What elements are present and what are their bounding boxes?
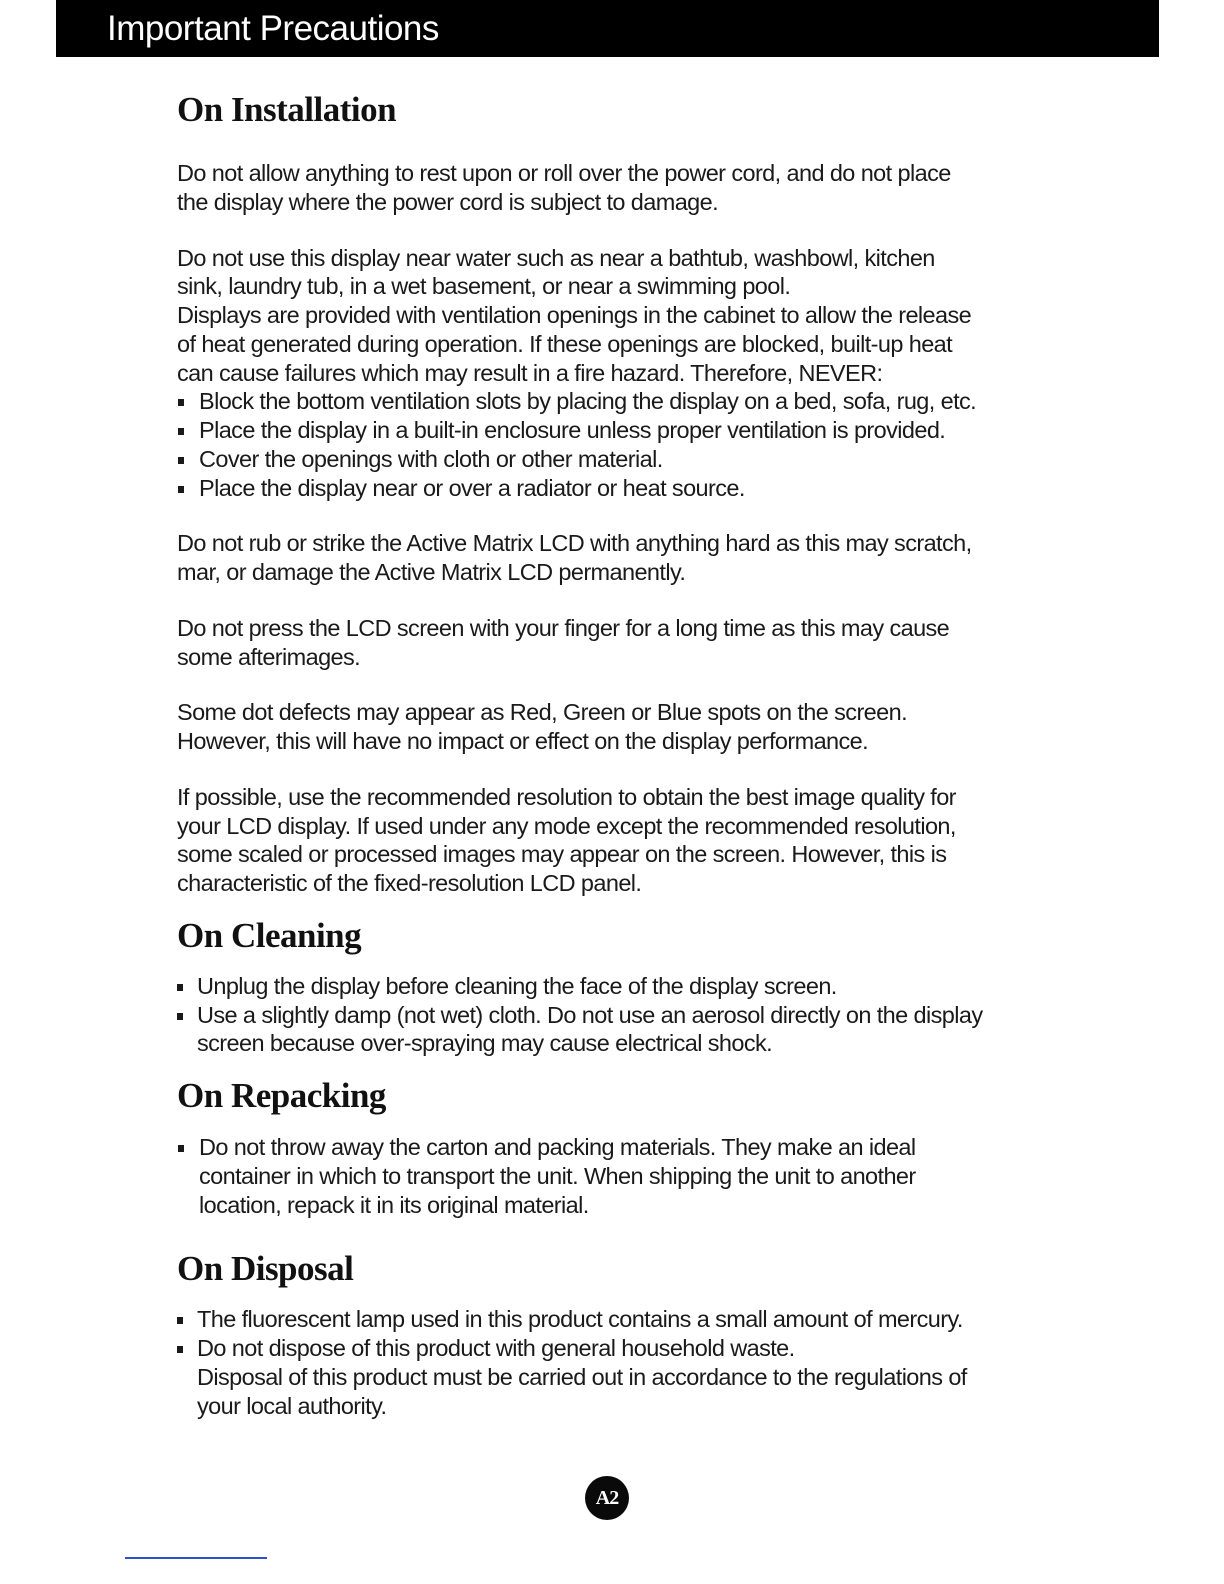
list-item-text: Place the display in a built-in enclosure unless proper ventilation is provided. bbox=[199, 417, 946, 443]
installation-paragraph-4: Do not press the LCD screen with your finger for a long time as this may cause some afterimages. bbox=[177, 614, 950, 670]
repacking-list bbox=[177, 1133, 1047, 1219]
installation-heading: On Installation bbox=[177, 90, 397, 129]
bullet-marker bbox=[177, 1013, 183, 1020]
page-content bbox=[177, 88, 1047, 1420]
list-item bbox=[177, 445, 1047, 474]
cleaning-list bbox=[177, 972, 1047, 1058]
bullet-marker bbox=[178, 399, 184, 406]
list-item bbox=[177, 1305, 1047, 1334]
list-item-text: Do not dispose of this product with general household waste. Disposal of this product must be carried out in accordance to the regulations of your local authority. bbox=[197, 1335, 967, 1419]
bullet-marker bbox=[178, 457, 184, 464]
cleaning-heading: On Cleaning bbox=[177, 915, 362, 955]
installation-paragraph-2: Do not use this display near water such as near a bathtub, washbowl, kitchen sink, laundry tub, in a wet basement, or near a swimming pool. Displays are provided with ventilation openings in the cabinet to allow the release of heat generated during operation. If these openings are blocked, built-up heat can cause failures which may result in a fire hazard. Therefore, NEVER: bbox=[177, 244, 972, 386]
list-item bbox=[177, 1133, 1047, 1219]
list-item bbox=[177, 1334, 1047, 1420]
bullet-marker bbox=[177, 1317, 183, 1324]
header-bar bbox=[56, 0, 1159, 57]
installation-paragraph-3: Do not rub or strike the Active Matrix LCD with anything hard as this may scratch, mar, or damage the Active Matrix LCD permanently. bbox=[177, 530, 972, 585]
bullet-marker bbox=[177, 984, 183, 991]
bullet-marker bbox=[177, 1346, 183, 1353]
disposal-heading: On Disposal bbox=[177, 1249, 354, 1289]
list-item bbox=[177, 416, 1047, 445]
page-number-badge: A2 bbox=[585, 1476, 629, 1520]
list-item bbox=[177, 1001, 1047, 1059]
list-item bbox=[177, 387, 1047, 416]
footer-divider bbox=[125, 1557, 267, 1559]
bullet-marker bbox=[178, 1145, 184, 1152]
installation-never-list bbox=[177, 387, 1047, 502]
installation-paragraph-6: If possible, use the recommended resolution to obtain the best image quality for your LCD display. If used under any mode except the recommended resolution, some scaled or processed images may appear on the screen. However, this is characteristic of the fixed-resolution LCD panel. bbox=[177, 783, 956, 896]
bullet-marker bbox=[178, 486, 184, 493]
list-item-text: Cover the openings with cloth or other material. bbox=[199, 445, 663, 472]
disposal-list bbox=[177, 1305, 1047, 1420]
page-title: Important Precautions bbox=[107, 9, 439, 48]
list-item-text: Use a slightly damp (not wet) cloth. Do not use an aerosol directly on the display screen because over-spraying may cause electrical shock. bbox=[197, 1001, 983, 1057]
list-item-text: Block the bottom ventilation slots by placing the display on a bed, sofa, rug, etc. bbox=[199, 388, 977, 415]
list-item-text: Do not throw away the carton and packing materials. They make an ideal container in which to transport the unit. When shipping the unit to another location, repack it in its original material. bbox=[199, 1134, 916, 1218]
installation-paragraph-1: Do not allow anything to rest upon or roll over the power cord, and do not place the display where the power cord is subject to damage. bbox=[177, 160, 951, 215]
installation-paragraph-5: Some dot defects may appear as Red, Green or Blue spots on the screen. However, this will have no impact or effect on the display performance. bbox=[177, 699, 908, 754]
list-item-text: Unplug the display before cleaning the face of the display screen. bbox=[197, 972, 837, 999]
list-item-text: Place the display near or over a radiator or heat source. bbox=[199, 474, 745, 501]
bullet-marker bbox=[178, 428, 184, 435]
repacking-heading: On Repacking bbox=[177, 1076, 386, 1115]
list-item-text: The fluorescent lamp used in this product contains a small amount of mercury. bbox=[197, 1306, 963, 1333]
list-item bbox=[177, 474, 1047, 503]
list-item bbox=[177, 972, 1047, 1001]
